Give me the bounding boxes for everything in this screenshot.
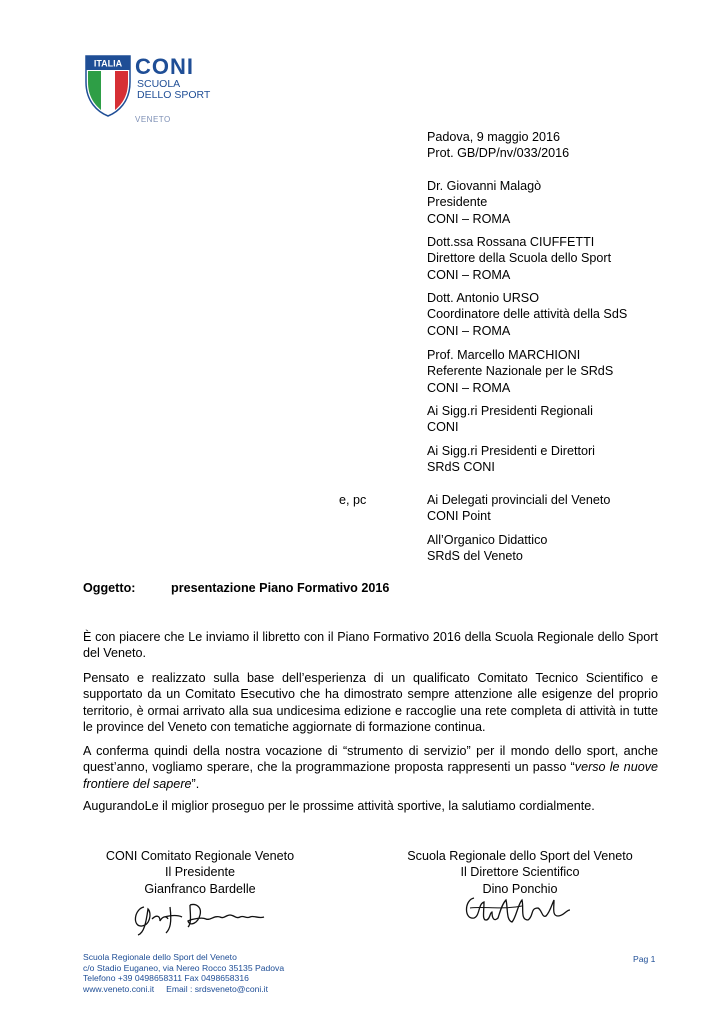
- paragraph-text: AugurandoLe il miglior proseguo per le prossime attività sportive, la salutiamo cordialmente.: [83, 799, 595, 813]
- paragraph-text: È con piacere che Le inviamo il libretto con il Piano Formativo 2016 della Scuola Regionale dello Sport del Veneto.: [83, 630, 658, 661]
- recipient-line: SRdS CONI: [427, 460, 495, 475]
- body-paragraph-1: [83, 629, 658, 662]
- protocol-number: Prot. GB/DP/nv/033/2016: [427, 146, 570, 161]
- handwritten-signature-left: [130, 893, 280, 938]
- recipient-line: Ai Sigg.ri Presidenti e Direttori: [427, 444, 595, 458]
- recipient-4: [427, 347, 697, 396]
- logo-italia-text: ITALIA: [93, 58, 123, 69]
- recipient-line: CONI – ROMA: [427, 211, 511, 226]
- paragraph-text: A conferma quindi della nostra vocazione di “strumento di servizio” per il mondo dello sport, anche quest’anno, vogliamo sperare, che la programmazione proposta rappresenti un passo “: [83, 744, 658, 775]
- subject-text: presentazione Piano Formativo 2016: [171, 581, 390, 595]
- subject-label: Oggetto:: [83, 581, 136, 595]
- paragraph-text: Pensato e realizzato sulla base dell’esperienza di un qualificato Comitato Tecnico Scientifico e supportato da un Comitato Esecutivo che ha dimostrato sempre attenzione alle esigenze del proprio territorio, è ormai arrivato alla sua undicesima edizione e raccoglie una rete completa di attività in tutte le province del Veneto con tematiche aggiornate di formazione continua.: [83, 671, 658, 735]
- recipient-3: [427, 290, 697, 339]
- recipient-line: Dott.ssa Rossana CIUFFETTI: [427, 235, 595, 249]
- cc-recipient-2: [427, 532, 697, 565]
- recipient-line: Coordinatore delle attività della SdS: [427, 307, 628, 322]
- recipient-line: Ai Delegati provinciali del Veneto: [427, 493, 611, 507]
- recipient-line: CONI: [427, 420, 459, 435]
- italic-quote: verso le nuove frontiere del sapere: [83, 760, 658, 791]
- recipient-line: Referente Nazionale per le SRdS: [427, 364, 614, 379]
- paragraph-text: ”.: [191, 776, 200, 791]
- recipient-2: [427, 234, 697, 283]
- signature-org: Scuola Regionale dello Sport del Veneto: [407, 849, 633, 863]
- signature-role: Il Presidente: [164, 865, 235, 880]
- recipient-line: CONI – ROMA: [427, 323, 511, 338]
- logo-coni-text: CONI: [135, 54, 194, 79]
- footer-line: Telefono +39 0498658311 Fax 0498658316: [83, 973, 249, 984]
- recipient-5: [427, 403, 697, 436]
- footer-line: Scuola Regionale dello Sport del Veneto: [83, 952, 237, 962]
- logo-region-text: VENETO: [135, 115, 171, 124]
- recipient-line: SRdS del Veneto: [427, 549, 523, 564]
- body-paragraph-4: [83, 798, 658, 814]
- signature-left: [80, 848, 320, 897]
- logo-school-line2: DELLO SPORT: [137, 89, 211, 101]
- signature-role: Il Direttore Scientifico: [460, 865, 580, 880]
- logo-school-line1: SCUOLA: [137, 78, 181, 90]
- recipient-line: CONI Point: [427, 509, 491, 524]
- cc-recipient-1: [427, 492, 697, 525]
- recipient-6: [427, 443, 697, 476]
- recipient-line: CONI – ROMA: [427, 267, 511, 282]
- recipient-line: CONI – ROMA: [427, 380, 511, 395]
- recipient-line: Dott. Antonio URSO: [427, 291, 539, 305]
- body-paragraph-3: [83, 743, 658, 792]
- footer-line: www.veneto.coni.it Email : srdsveneto@coni.it: [83, 983, 268, 994]
- body-paragraph-2: [83, 670, 658, 736]
- footer-line: c/o Stadio Euganeo, via Nereo Rocco 35135 Padova: [83, 962, 285, 973]
- signature-name: Gianfranco Bardelle: [144, 881, 256, 896]
- recipient-line: All’Organico Didattico: [427, 533, 548, 547]
- recipient-line: Dr. Giovanni Malagò: [427, 179, 542, 193]
- handwritten-signature-right: [462, 890, 577, 935]
- page-number: Pag 1: [633, 954, 656, 964]
- signature-name: Dino Ponchio: [482, 881, 558, 896]
- cc-label: e, pc: [339, 493, 367, 507]
- recipient-line: Prof. Marcello MARCHIONI: [427, 348, 581, 362]
- logo-school-text: [137, 79, 210, 101]
- recipient-1: [427, 178, 697, 227]
- date-block: [427, 129, 697, 162]
- recipient-line: Presidente: [427, 195, 488, 210]
- signature-org: CONI Comitato Regionale Veneto: [105, 849, 295, 863]
- footer-address: [83, 952, 284, 994]
- letter-date: Padova, 9 maggio 2016: [427, 130, 561, 144]
- recipient-line: Ai Sigg.ri Presidenti Regionali: [427, 404, 593, 418]
- recipient-line: Direttore della Scuola dello Sport: [427, 251, 612, 266]
